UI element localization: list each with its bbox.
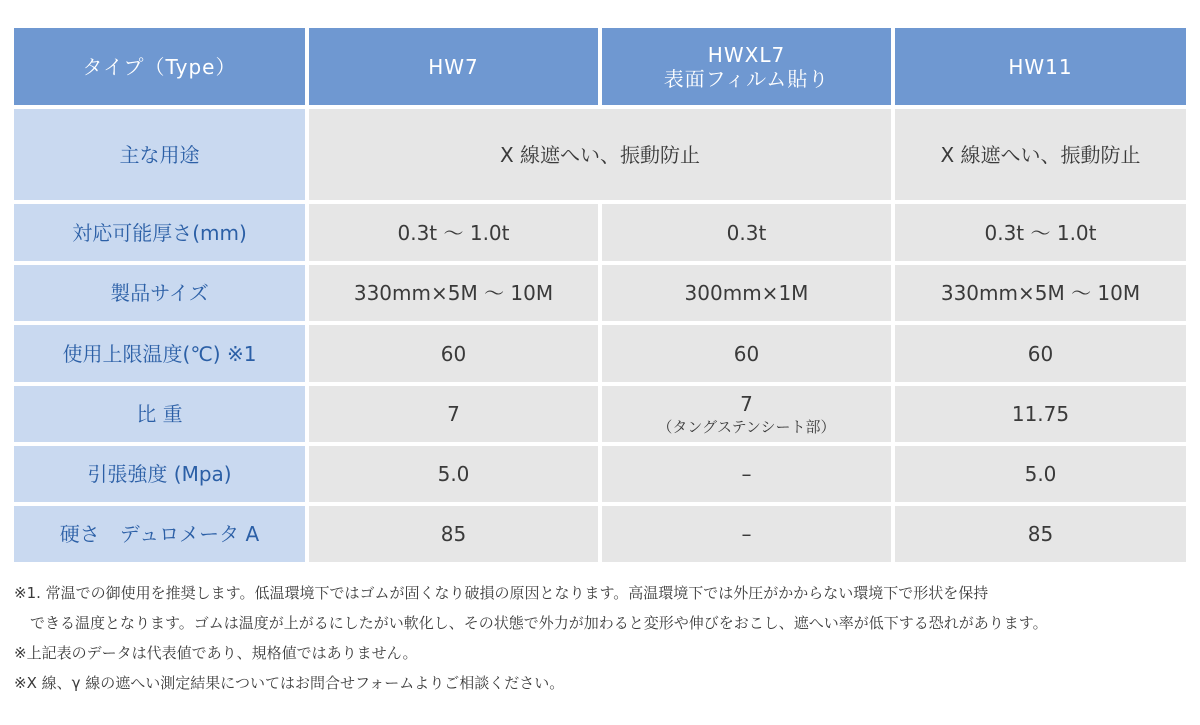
footnote-3: ※X 線、γ 線の遮へい測定結果についてはお問合せフォームよりご相談ください。 [14, 674, 565, 692]
cell-temperature-hw7 [309, 325, 598, 382]
cell-tensile-hw7-text: 5.0 [437, 462, 470, 486]
row-label-gravity [14, 386, 305, 442]
cell-tensile-hw11 [895, 446, 1186, 502]
cell-size-hw7 [309, 265, 598, 321]
cell-hardness-hwxl7-text: – [741, 522, 752, 546]
cell-thickness-hw11-text: 0.3t 〜 1.0t [984, 220, 1097, 245]
cell-temperature-hwxl7-text: 60 [733, 341, 760, 366]
cell-use-hw7-hwxl7-text: X 線遮へい、振動防止 [499, 142, 701, 167]
row-label-gravity-text: 比 重 [136, 402, 183, 426]
cell-use-hw11 [895, 109, 1186, 200]
cell-size-hw11 [895, 265, 1186, 321]
row-label-size [14, 265, 305, 321]
cell-tensile-hwxl7-text: – [741, 462, 752, 486]
cell-temperature-hw11-text: 60 [1027, 341, 1054, 366]
cell-hardness-hw11-text: 85 [1027, 522, 1054, 546]
cell-hardness-hwxl7 [602, 506, 891, 562]
header-type [14, 28, 305, 105]
cell-tensile-hw7 [309, 446, 598, 502]
cell-hardness-hw11 [895, 506, 1186, 562]
cell-size-hw11-text: 330mm×5M 〜 10M [940, 281, 1141, 305]
row-label-use [14, 109, 305, 200]
row-label-hardness-text: 硬さ デュロメータ A [59, 522, 260, 546]
cell-tensile-hwxl7 [602, 446, 891, 502]
cell-gravity-hwxl7 [602, 386, 891, 442]
cell-size-hwxl7 [602, 265, 891, 321]
row-label-hardness [14, 506, 305, 562]
header-hw7-label: HW7 [428, 54, 479, 79]
cell-use-hw7-hwxl7 [309, 109, 891, 200]
row-label-size-text: 製品サイズ [110, 281, 209, 305]
footnote-2: ※上記表のデータは代表値であり、規格値ではありません。 [14, 644, 418, 662]
cell-size-hwxl7-text: 300mm×1M [684, 281, 809, 305]
cell-gravity-hw11 [895, 386, 1186, 442]
cell-hardness-hw7-text: 85 [440, 522, 467, 546]
cell-tensile-hw11-text: 5.0 [1024, 462, 1057, 486]
footnotes [14, 578, 1186, 698]
cell-gravity-hw7-text: 7 [447, 402, 460, 426]
cell-temperature-hwxl7 [602, 325, 891, 382]
cell-temperature-hw7-text: 60 [440, 341, 467, 366]
header-hwxl7-line1: HWXL7 [707, 42, 786, 67]
row-label-thickness [14, 204, 305, 261]
cell-size-hw7-text: 330mm×5M 〜 10M [353, 281, 554, 305]
row-label-temperature [14, 325, 305, 382]
cell-thickness-hwxl7 [602, 204, 891, 261]
header-hwxl7 [602, 28, 891, 105]
cell-thickness-hw7 [309, 204, 598, 261]
cell-thickness-hwxl7-text: 0.3t [726, 220, 767, 245]
row-label-use-text: 主な用途 [119, 142, 200, 167]
row-label-tensile-text: 引張強度 (Mpa) [87, 462, 232, 486]
footnote-1-line1: ※1. 常温での御使用を推奨します。低温環境下ではゴムが固くなり破損の原因となります。高温環境下では外圧がかからない環境下で形状を保持 [14, 584, 989, 602]
header-type-label: タイプ（Type） [82, 54, 237, 79]
cell-use-hw11-text: X 線遮へい、振動防止 [940, 142, 1141, 167]
cell-gravity-hw11-text: 11.75 [1011, 402, 1070, 426]
cell-thickness-hw11 [895, 204, 1186, 261]
cell-thickness-hw7-text: 0.3t 〜 1.0t [397, 220, 510, 245]
header-hw7 [309, 28, 598, 105]
row-label-thickness-text: 対応可能厚さ(mm) [72, 220, 247, 245]
row-label-temperature-text: 使用上限温度(℃) ※1 [62, 341, 257, 366]
cell-gravity-hwxl7-note: （タングステンシート部） [657, 418, 836, 436]
spec-table [14, 28, 1186, 562]
header-hw11-label: HW11 [1008, 54, 1073, 79]
cell-hardness-hw7 [309, 506, 598, 562]
header-hwxl7-line2: 表面フィルム貼り [663, 66, 830, 91]
row-label-tensile [14, 446, 305, 502]
cell-temperature-hw11 [895, 325, 1186, 382]
cell-gravity-hw7 [309, 386, 598, 442]
footnote-1-line2: できる温度となります。ゴムは温度が上がるにしたがい軟化し、その状態で外力が加わると変形や伸びをおこし、遮へい率が低下する恐れがあります。 [30, 614, 1048, 632]
header-hw11 [895, 28, 1186, 105]
cell-gravity-hwxl7-text: 7 [740, 392, 753, 416]
